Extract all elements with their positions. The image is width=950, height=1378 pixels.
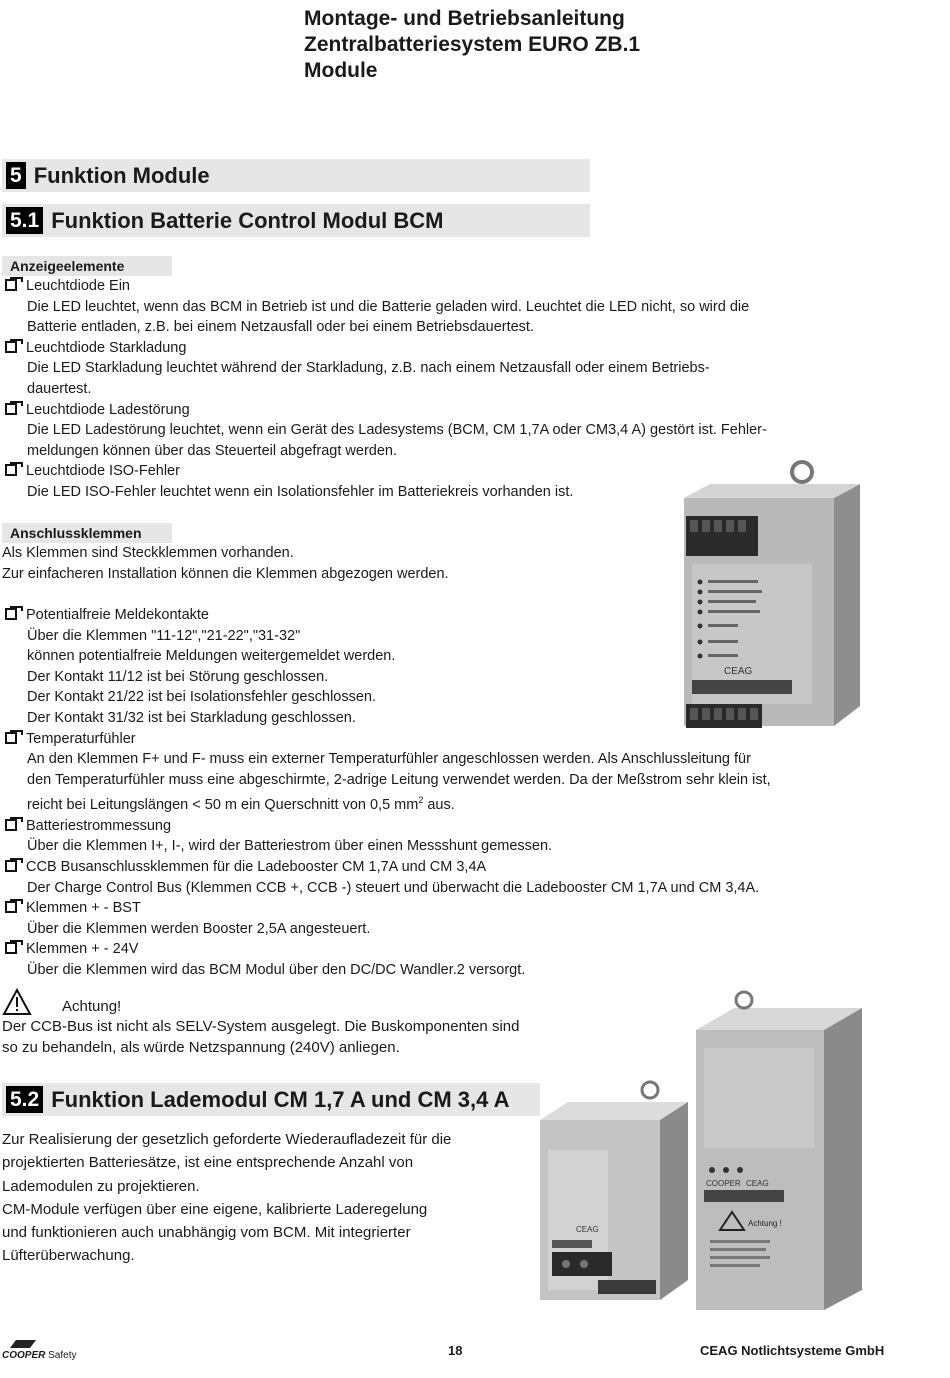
checkbox-icon	[5, 403, 17, 415]
list-item-text: Der Kontakt 21/22 ist bei Isolationsfehler geschlossen.	[27, 689, 377, 706]
list-item-title: CCB Busanschlussklemmen für die Ladebooster CM 1,7A und CM 3,4A	[2, 857, 771, 878]
cm34-brand-label: CEAG	[746, 1179, 769, 1188]
checkbox-icon	[5, 279, 17, 291]
checkbox-icon	[5, 901, 17, 913]
bcm-module-photo	[672, 458, 867, 733]
list-item-text: Über die Klemmen I+, I-, wird der Batteriestrom über einen Messshunt gemessen.	[27, 838, 553, 855]
list-item-title: Klemmen + - BST	[2, 898, 771, 919]
company-name: CEAG Notlichtsysteme GmbH	[700, 1343, 885, 1358]
list-item-text: Der Kontakt 11/12 ist bei Störung geschlossen.	[27, 668, 329, 685]
checkbox-icon	[5, 942, 17, 954]
section-5-1-title: Funktion Batterie Control Modul BCM	[51, 207, 444, 233]
subheading-anzeigeelemente: Anzeigeelemente	[2, 256, 172, 276]
checkbox-icon	[5, 860, 17, 872]
warning-title: Achtung!	[62, 998, 122, 1015]
checkbox-icon	[5, 341, 17, 353]
checkbox-icon	[5, 819, 17, 831]
header-line-3: Module	[304, 59, 378, 82]
logo-sub-text: Safety	[48, 1350, 77, 1361]
checkbox-icon	[5, 732, 17, 744]
section-5-1-number: 5.1	[6, 207, 43, 234]
list-item-text: Über die Klemmen "11-12","21-22","31-32"	[27, 627, 301, 644]
list-item-title: Leuchtdiode Ein	[2, 276, 767, 297]
cooper-safety-logo	[2, 1338, 77, 1365]
list-item-title: Temperaturfühler	[2, 729, 771, 750]
list-item-text: Die LED ISO-Fehler leuchtet wenn ein Isolationsfehler im Batteriekreis vorhanden ist.	[27, 483, 574, 500]
header-line-2: Zentralbatteriesystem EURO ZB.1	[304, 33, 641, 56]
list-item-text: Der Kontakt 31/32 ist bei Starkladung geschlossen.	[27, 709, 356, 726]
section-5-title: Funktion Module	[33, 162, 210, 188]
list-item-title: Batteriestrommessung	[2, 816, 771, 837]
anschluss-intro: Als Klemmen sind Steckklemmen vorhanden. Zur einfacheren Installation können die Klemmen abgezogen werden.	[2, 545, 449, 582]
list-item-text: Die LED leuchtet, wenn das BCM in Betrieb ist und die Batterie geladen wird. Leuchtet die LED nicht, so wird die	[27, 298, 750, 315]
document-header	[304, 6, 640, 84]
list-item-text: Die LED Starkladung leuchtet während der Starkladung, z.B. nach einem Netzausfall oder einem Betriebs-	[27, 360, 710, 377]
list-item-text: den Temperaturfühler muss eine abgeschirmte, 2-adrige Leitung verwendet werden. Da der Meßstrom sehr klein ist,	[27, 771, 771, 788]
section-5-2-number: 5.2	[6, 1086, 43, 1113]
cm-3-4a-module-photo	[690, 990, 868, 1315]
list-item-title: Potentialfreie Meldekontakte	[2, 605, 771, 626]
list-item-text: meldungen können über das Steuerteil abgefragt werden.	[27, 442, 398, 459]
cm-description: Zur Realisierung der gesetzlich geforderte Wiederaufladezeit für die projektierten Batteriesätze, ist eine entsprechende Anzahl von Lademodulen zu projektieren. CM-Module verfügen über eine eigene, kalibrierte Laderegelung und funktionieren auch unabhängig vom BCM. Mit integrierter Lüfterüberwachung.	[2, 1131, 452, 1265]
checkbox-icon	[5, 464, 17, 476]
list-item-text: Über die Klemmen werden Booster 2,5A angesteuert.	[27, 920, 371, 937]
section-5-2-heading	[2, 1083, 540, 1116]
list-item-text: können potentialfreie Meldungen weitergemeldet werden.	[27, 648, 396, 665]
list-item-text: Batterie entladen, z.B. bei einem Netzausfall oder bei einem Betriebsdauertest.	[27, 319, 534, 336]
cm34-cooper-label: COOPER	[706, 1179, 741, 1188]
list-item-text: Der Charge Control Bus (Klemmen CCB +, CCB -) steuert und überwacht die Ladebooster CM 1,7A und CM 3,4A.	[27, 879, 760, 896]
bcm-brand-label: CEAG	[724, 666, 753, 677]
section-5-2-title: Funktion Lademodul CM 1,7 A und CM 3,4 A	[51, 1086, 510, 1112]
list-item-text: Über die Klemmen wird das BCM Modul über den DC/DC Wandler.2 versorgt.	[27, 961, 526, 978]
list-item-text: dauertest.	[27, 380, 92, 397]
list-item-title: Leuchtdiode Starkladung	[2, 338, 767, 359]
anzeige-list	[2, 276, 767, 503]
cm-1-7a-module-photo	[538, 1080, 693, 1305]
subheading-anschlussklemmen: Anschlussklemmen	[2, 523, 172, 543]
list-item-text: An den Klemmen F+ und F- muss ein externer Temperaturfühler angeschlossen werden. Als Anschlussleitung für	[27, 751, 751, 768]
list-item-text: reicht bei Leitungslängen < 50 m ein Querschnitt von 0,5 $mm^2$ aus.	[27, 795, 455, 814]
checkbox-icon	[5, 608, 17, 620]
warning-text: Der CCB-Bus ist nicht als SELV-System ausgelegt. Die Buskomponenten sind so zu behandeln, als würde Netzspannung (240V) anliegen.	[2, 1018, 520, 1056]
list-item-title: Klemmen + - 24V	[2, 939, 771, 960]
section-5-number: 5	[6, 162, 26, 189]
warning-triangle-icon	[2, 988, 32, 1016]
cm34-achtung-label: Achtung !	[748, 1219, 782, 1228]
list-item-text: Die LED Ladestörung leuchtet, wenn ein Gerät des Ladesystems (BCM, CM 1,7A oder CM3,4 A) gestört ist. Fehler-	[27, 422, 767, 439]
list-item-title: Leuchtdiode Ladestörung	[2, 400, 767, 421]
section-5-1-heading	[2, 204, 590, 237]
anschluss-list	[2, 605, 771, 981]
page-number: 18	[448, 1343, 463, 1358]
cm17-brand-label: CEAG	[576, 1225, 599, 1234]
header-line-1: Montage- und Betriebsanleitung	[304, 7, 625, 30]
list-item-title: Leuchtdiode ISO-Fehler	[2, 461, 767, 482]
logo-main-text: COOPER	[2, 1350, 46, 1361]
section-5-heading	[2, 159, 590, 192]
